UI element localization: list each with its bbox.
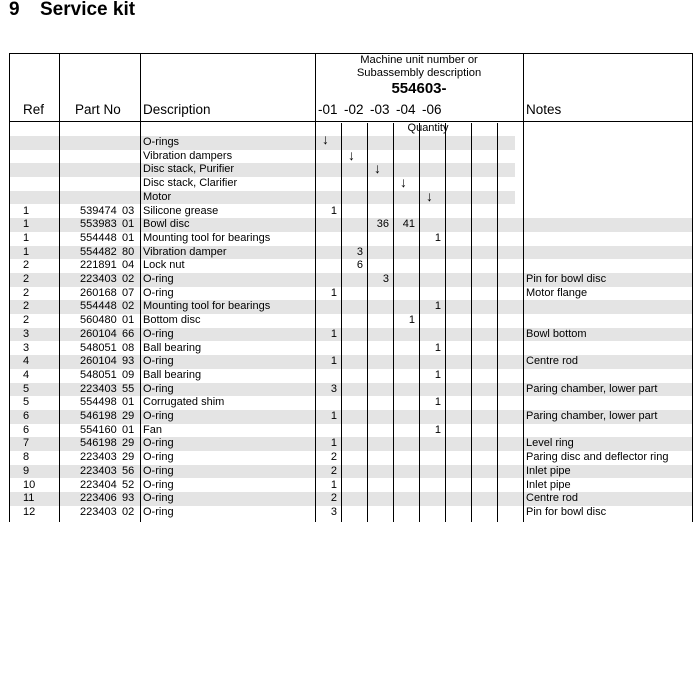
quantity-cell: 1 [330,286,337,299]
part-suffix-cell: 29 [122,410,135,422]
grid-line [367,123,368,522]
part-no-cell: 260104 [80,355,117,368]
section-name: Service kit [40,0,136,20]
ref-cell: 5 [23,382,30,395]
quantity-cell: 1 [434,300,441,313]
header-variant: -06 [422,102,442,117]
grid-line [523,54,524,522]
part-suffix-cell: 93 [122,492,135,505]
ref-cell: 4 [23,355,30,368]
notes-cell: Motor flange [526,286,588,299]
part-no-cell: 554498 [80,396,117,409]
part-no-cell: 221891 [80,259,117,272]
description-cell: O-ring [143,410,174,422]
kit-label: Disc stack, Purifier [143,163,235,176]
header-quantity: Quantity [407,122,449,134]
part-suffix-cell: 01 [122,423,135,436]
part-suffix-cell: 07 [122,286,135,299]
grid-line [419,123,420,522]
header-machine-unit: Machine unit number or [360,54,478,66]
quantity-cell: 3 [356,245,363,258]
part-suffix-cell: 04 [122,259,135,272]
part-no-cell: 223404 [80,478,117,491]
part-suffix-cell: 02 [122,505,135,518]
quantity-cell: 6 [356,259,363,272]
grid-line [393,123,394,522]
part-suffix-cell: 01 [122,231,135,244]
quantity-cell: 3 [330,382,337,395]
ref-cell: 2 [23,314,30,327]
ref-cell: 5 [23,396,30,409]
grid-line [445,123,446,522]
ref-cell: 2 [23,286,30,299]
part-suffix-cell: 56 [122,464,135,477]
description-cell: O-ring [143,327,174,340]
ref-cell: 7 [23,437,30,450]
quantity-cell: 2 [330,464,337,477]
ref-cell: 8 [23,451,30,464]
header-description: Description [143,102,211,117]
ref-cell: 3 [23,327,30,340]
kit-label: O-rings [143,136,180,148]
quantity-cell: 41 [402,218,415,231]
description-cell: Silicone grease [143,204,219,217]
part-suffix-cell: 55 [122,382,135,395]
description-cell: O-ring [143,451,174,464]
grid-line [341,123,342,522]
ref-cell: 11 [23,492,35,505]
quantity-cell: 1 [330,437,337,450]
notes-cell: Level ring [526,437,574,450]
description-cell: Fan [143,423,162,436]
ref-cell: 2 [23,259,30,272]
quantity-cell: 2 [330,451,337,464]
part-suffix-cell: 02 [122,300,135,313]
quantity-cell: 1 [434,341,441,354]
part-no-cell: 560480 [80,314,117,327]
notes-cell: Pin for bowl disc [526,505,607,518]
description-cell: Vibration damper [143,245,227,258]
part-suffix-cell: 09 [122,368,135,381]
description-cell: O-ring [143,478,174,491]
header-variant: -04 [396,102,416,117]
header-variant: -02 [344,102,364,117]
ref-cell: 1 [23,245,30,258]
description-cell: Corrugated shim [143,396,225,409]
quantity-cell: 2 [330,492,337,505]
description-cell: Bowl disc [143,218,190,231]
header-variant: -01 [318,102,338,117]
description-cell: Bottom disc [143,314,201,327]
quantity-cell: 1 [434,231,441,244]
row-shade [9,187,515,205]
section-title [9,0,135,21]
part-no-cell: 548051 [80,341,117,354]
ref-cell: 6 [23,423,30,436]
notes-cell: Pin for bowl disc [526,273,607,285]
description-cell: O-ring [143,273,174,285]
part-no-cell: 548051 [80,368,117,381]
grid-line [9,54,10,522]
section-number: 9 [9,0,20,20]
part-suffix-cell: 80 [122,245,135,258]
description-cell: O-ring [143,437,174,450]
part-suffix-cell: 01 [122,314,135,327]
notes-cell: Paring disc and deflector ring [526,451,669,464]
notes-cell: Inlet pipe [526,464,571,477]
ref-cell: 1 [23,218,30,231]
header-notes: Notes [526,102,562,117]
ref-cell: 4 [23,368,30,381]
part-suffix-cell: 29 [122,451,135,464]
notes-cell: Paring chamber, lower part [526,382,658,395]
down-arrow-icon: ↓ [400,174,407,191]
part-no-cell: 223403 [80,451,117,464]
header-ref: Ref [23,102,45,117]
header-base-number: 554603- [391,80,447,97]
notes-cell: Centre rod [526,492,578,505]
part-suffix-cell: 66 [122,327,135,340]
part-no-cell: 546198 [80,437,117,450]
kit-label: Vibration dampers [143,149,233,162]
ref-cell: 9 [23,464,30,477]
header-subassembly: Subassembly description [356,67,482,79]
ref-cell: 2 [23,273,30,285]
quantity-cell: 36 [376,218,389,231]
ref-cell: 1 [23,204,30,217]
quantity-cell: 1 [330,204,337,217]
quantity-cell: 1 [434,396,441,409]
description-cell: O-ring [143,492,174,505]
part-no-cell: 223403 [80,505,117,518]
quantity-cell: 1 [408,314,415,327]
description-cell: O-ring [143,286,174,299]
service-kit-table [9,53,693,522]
description-cell: Ball bearing [143,341,202,354]
down-arrow-icon: ↓ [322,131,329,147]
quantity-cell: 1 [330,355,337,368]
description-cell: O-ring [143,355,174,368]
description-cell: O-ring [143,505,174,518]
description-cell: Ball bearing [143,368,202,381]
part-no-cell: 223403 [80,273,117,285]
kit-label: Disc stack, Clarifier [143,177,238,190]
ref-cell: 10 [23,478,36,491]
quantity-cell: 3 [330,505,337,518]
kit-label: Motor [143,190,172,203]
description-cell: O-ring [143,382,174,395]
description-cell: O-ring [143,464,174,477]
notes-cell: Centre rod [526,355,578,368]
part-no-cell: 539474 [80,204,117,217]
description-cell: Lock nut [143,259,185,272]
quantity-cell: 1 [434,423,441,436]
header-part-no: Part No [75,102,121,117]
description-cell: Mounting tool for bearings [143,300,271,313]
part-no-cell: 223403 [80,464,117,477]
part-no-cell: 554482 [80,245,117,258]
notes-cell: Paring chamber, lower part [526,410,658,422]
part-suffix-cell: 08 [122,341,135,354]
part-suffix-cell: 02 [122,273,135,285]
part-no-cell: 554448 [80,231,117,244]
part-no-cell: 260104 [80,327,117,340]
quantity-cell: 3 [382,273,389,285]
part-suffix-cell: 29 [122,437,135,450]
quantity-cell: 1 [330,478,337,491]
part-no-cell: 223403 [80,382,117,395]
ref-cell: 6 [23,410,30,422]
header-variant: -03 [370,102,390,117]
part-no-cell: 554160 [80,423,117,436]
grid-line [59,54,60,522]
part-no-cell: 260168 [80,286,117,299]
grid-line [471,123,472,522]
grid-line [140,54,141,522]
grid-line [692,54,693,522]
quantity-cell: 1 [434,368,441,381]
part-no-cell: 223406 [80,492,117,505]
quantity-cell: 1 [330,410,337,422]
notes-cell: Bowl bottom [526,327,587,340]
down-arrow-icon: ↓ [348,146,355,163]
part-no-cell: 553983 [80,218,117,231]
row-shade [9,136,515,150]
ref-cell: 2 [23,300,30,313]
part-suffix-cell: 01 [122,396,135,409]
part-no-cell: 546198 [80,410,117,422]
grid-line [497,123,498,522]
part-suffix-cell: 03 [122,204,135,217]
down-arrow-icon: ↓ [374,160,381,177]
description-cell: Mounting tool for bearings [143,231,271,244]
notes-cell: Inlet pipe [526,478,571,491]
part-suffix-cell: 52 [122,478,135,491]
row-shade [9,160,515,177]
ref-cell: 3 [23,341,30,354]
ref-cell: 1 [23,231,30,244]
ref-cell: 12 [23,505,36,518]
part-suffix-cell: 93 [122,355,135,368]
quantity-cell: 1 [330,327,337,340]
down-arrow-icon: ↓ [426,187,433,204]
part-no-cell: 554448 [80,300,117,313]
part-suffix-cell: 01 [122,218,135,231]
